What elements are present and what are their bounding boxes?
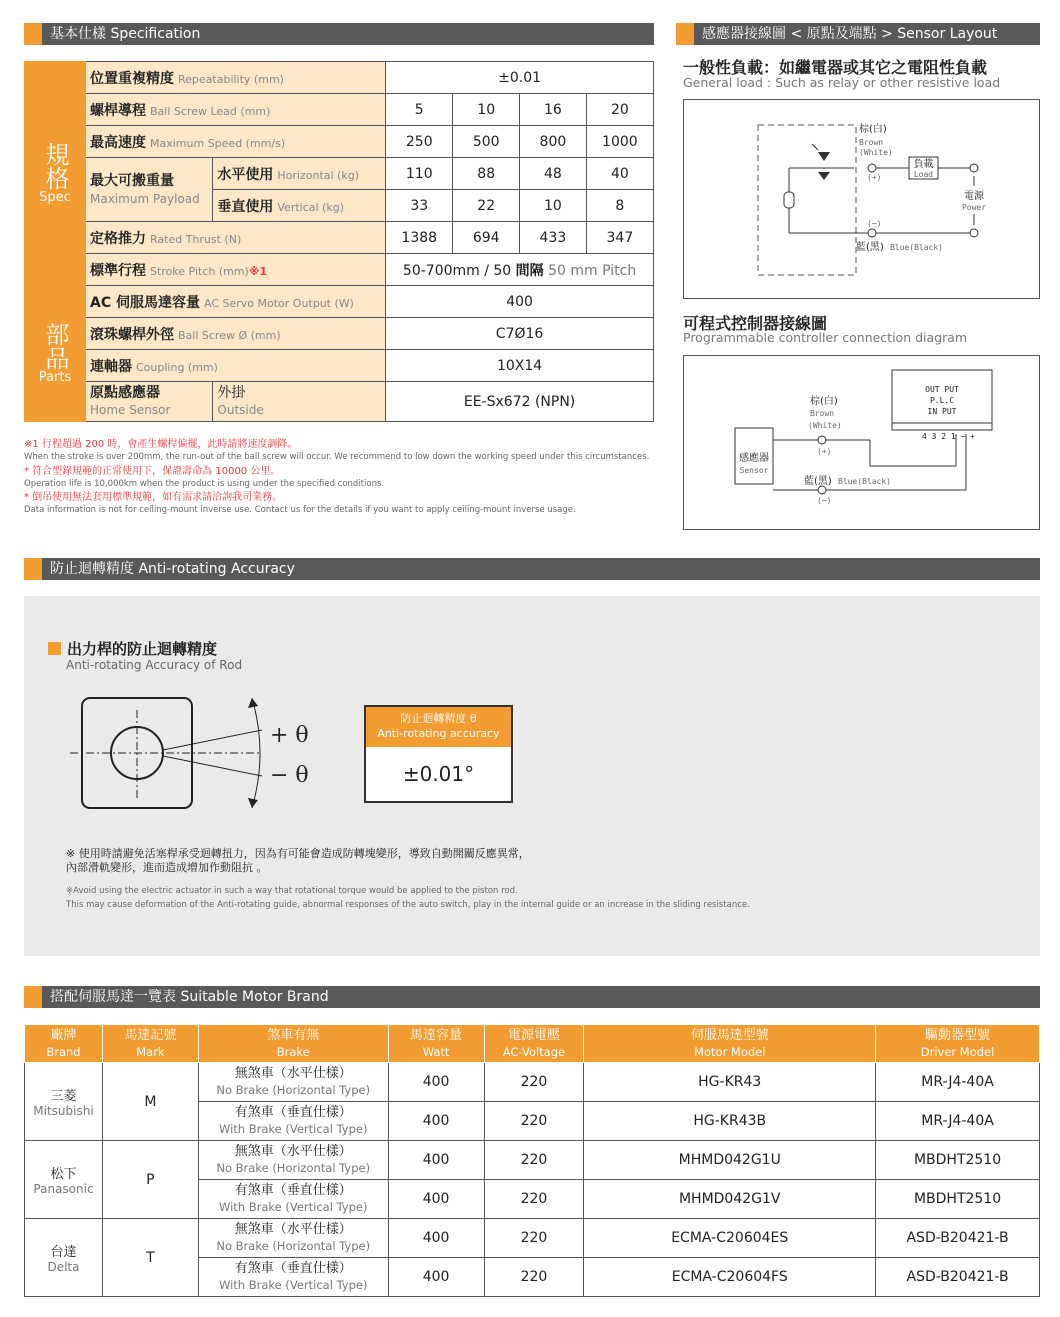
brake-cell: 無煞車（水平仕樣） No Brake (Horizontal Type) [198,1063,388,1102]
cat-spec-en: Spec [39,190,71,205]
plus-theta-label: + θ [270,723,309,748]
value-cell: 16 [520,94,587,126]
sensor-en: Sensor [739,466,769,475]
motor-section-title: 搭配伺服馬達一覽表 Suitable Motor Brand [50,989,329,1005]
spec-row-coupling [25,350,654,382]
arc-arrow-top-icon [248,698,258,708]
anti-note-line: 內部滑軌變形，進而造成增加作動阻抗 。 [66,861,268,874]
cat-parts-en: Parts [38,370,72,385]
blue-zh: 藍(黑) [804,476,832,487]
header-brake: 煞車有無 Brake [198,1025,388,1063]
cat-spec-zh: 規格 [41,142,69,190]
arc-arrow-bottom-icon [248,798,258,808]
rod-diagram [70,690,330,820]
watt-cell: 400 [388,1180,484,1219]
header-motor-model: 伺服馬達型號 Motor Model [584,1025,876,1063]
light-ray-icon [812,144,818,150]
diode-icon [818,172,830,180]
volt-cell: 220 [484,1219,584,1258]
note-line: ※1 行程超過 200 時，會產生螺桿偏擺，此時請將速度調降。 [24,439,298,450]
note-line: Operation life is 10,000km when the product is using under the specified conditions. [24,478,385,489]
spec-section-bar [24,23,654,45]
label-zh: 最大可搬重量 [90,172,174,189]
accuracy-head-zh: 防止迴轉精度 θ [400,712,477,725]
screw-value: C7Ø16 [386,318,654,350]
spec-row-speed [25,126,654,158]
value-cell: 20 [586,94,653,126]
white-en: (White) [859,148,893,157]
label-en: Coupling (mm) [136,360,218,374]
driver-model-cell: ASD-B20421-B [876,1258,1040,1297]
motor-model-cell: MHMD042G1U [584,1141,876,1180]
header-mark: 馬達記號 Mark [102,1025,198,1063]
label-en: Repeatability (mm) [178,72,284,86]
spec-section-title: 基本仕樣 Specification [50,26,201,42]
table-row [25,1141,1040,1180]
terminal-brown-icon [868,164,876,172]
spec-table [24,61,654,422]
minus-theta-label: − θ [270,763,309,788]
label-en: Rated Thrust (N) [150,232,242,246]
blue-en: Blue(Black) [838,477,891,486]
minus-label: (−) [867,219,882,228]
driver-model-cell: MBDHT2510 [876,1141,1040,1180]
header-driver-model: 驅動器型號 Driver Model [876,1025,1040,1063]
label-zh: 連軸器 [90,358,132,375]
volt-cell: 220 [484,1063,584,1102]
driver-model-cell: ASD-B20421-B [876,1219,1040,1258]
spec-row-lead [25,94,654,126]
note-line: * 倒吊使用無法套用標準規範，如有需求請洽詢我司業務。 [24,492,283,504]
load-wiring-svg [684,100,1039,298]
load-en: Load [913,170,934,179]
stroke-value: 50-700mm / 50 [402,262,512,279]
label-zh: 外掛 [217,384,246,401]
plc-output: OUT PUT [925,385,959,394]
accuracy-head-en: Anti-rotating accuracy [377,727,500,740]
load-diagram-title: 一般性負載：如繼電器或其它之電阻性負載 [683,58,988,77]
watt-cell: 400 [388,1063,484,1102]
value-cell: 500 [453,126,520,158]
label-zh: 滾珠螺桿外徑 [90,326,174,343]
label-zh: 定格推力 [90,230,146,247]
watt-cell: 400 [388,1258,484,1297]
plc-diagram-title-en: Programmable controller connection diagram [683,330,968,345]
value-cell: 800 [520,126,587,158]
value-cell: 40 [586,158,653,190]
terminal-plus-icon [970,164,978,172]
load-wiring-diagram [683,99,1040,299]
plus-label: (+) [817,447,832,456]
brown-zh: 棕(白) [810,396,838,407]
anti-note [66,847,530,875]
value-cell: 10 [453,94,520,126]
accuracy-box [364,705,513,803]
watt-cell: 400 [388,1102,484,1141]
accuracy-head [366,707,511,747]
header-watt: 馬達容量 Watt [388,1025,484,1063]
anti-note-line: ※ 使用時請避免活塞桿承受迴轉扭力，因為有可能會造成防轉塊變形，導致自動開關反應異常， [66,847,530,860]
terminal-minus-icon [970,229,978,237]
value-cell: 347 [586,222,653,254]
label-zh: 水平使用 [217,166,274,183]
motor-brand-table [24,1024,1040,1297]
plus-label: (+) [867,173,882,182]
spec-row-stroke [25,254,654,286]
spec-row-motor [25,286,654,318]
plc-wiring-diagram [683,355,1040,530]
brake-cell: 無煞車（水平仕樣） No Brake (Horizontal Type) [198,1141,388,1180]
minus-label: (−) [817,496,832,505]
spec-category [25,62,86,286]
stroke-pitch: 50 mm Pitch [548,262,637,279]
label-zh: 原點感應器 [90,384,160,401]
brown-zh: 棕(白) [859,124,887,135]
label-en: Home Sensor [90,402,171,417]
motor-model-cell: HG-KR43 [584,1063,876,1102]
label-zh: 垂直使用 [217,198,274,215]
note-line: * 符合型錄規範的正常使用下，保證壽命為 10000 公里。 [24,465,281,477]
spec-row-screw [25,318,654,350]
value-cell: 22 [453,190,520,222]
header-brand: 廠牌 Brand [25,1025,103,1063]
value-cell: 1000 [586,126,653,158]
value-cell: 433 [520,222,587,254]
brake-cell: 無煞車（水平仕樣） No Brake (Horizontal Type) [198,1219,388,1258]
plc-pins: 4 3 2 1 − + [922,432,975,441]
sensor-outline [758,125,856,275]
square-bullet-icon [48,642,61,655]
plc-input: IN PUT [927,407,957,416]
motor-model-cell: MHMD042G1V [584,1180,876,1219]
sensor-zh: 感應器 [739,453,769,464]
power-zh: 電源 [964,191,984,202]
value-cell: 48 [520,158,587,190]
brand-cell: 三菱 Mitsubishi [25,1063,103,1141]
blue-zh: 藍(黑) [856,242,884,253]
motor-model-cell: ECMA-C20604FS [584,1258,876,1297]
value-cell: 33 [386,190,453,222]
brand-cell: 松下 Panasonic [25,1141,103,1219]
parts-category [25,286,86,422]
driver-model-cell: MBDHT2510 [876,1180,1040,1219]
anti-sub-title-en: Anti-rotating Accuracy of Rod [66,658,243,672]
note-line: Data information is not for ceiling-mount inverse use. Contact us for the details if you want to apply ceiling-mount inverse usage. [24,505,576,516]
label-zh: 螺桿導程 [90,102,146,119]
sensor-section-bar [676,23,1040,45]
driver-model-cell: MR-J4-40A [876,1063,1040,1102]
spec-row-thrust [25,222,654,254]
label-en: Horizontal (kg) [277,168,359,182]
motor-model-cell: ECMA-C20604ES [584,1219,876,1258]
label-en: AC Servo Motor Output (W) [203,296,354,310]
spec-row-payload-horizontal [25,158,654,190]
value-cell: 694 [453,222,520,254]
table-row [25,1063,1040,1102]
spec-row-repeatability [25,62,654,94]
sensor-value: EE-Sx672 (NPN) [386,382,654,422]
value-cell: 110 [386,158,453,190]
label-zh: 標準行程 [90,262,146,279]
anti-note-en [66,884,750,912]
plc-name: P.L.C [929,396,955,405]
mark-cell: M [102,1063,198,1141]
motor-value: 400 [386,286,654,318]
brake-cell: 有煞車（垂直仕樣） With Brake (Vertical Type) [198,1180,388,1219]
plus-theta-line [163,730,262,750]
volt-cell: 220 [484,1102,584,1141]
mark-cell: P [102,1141,198,1219]
brake-cell: 有煞車（垂直仕樣） With Brake (Vertical Type) [198,1102,388,1141]
note-line: When the stroke is over 200mm, the run-out of the ball screw will occur. We recommend to low down the working speed under this circumstances. [24,452,650,463]
spec-notes [24,438,654,518]
plc-diagram-title: 可程式控制器接線圖 [683,314,828,333]
terminal-blue-icon [868,229,876,237]
label-en: Ball Screw Lead (mm) [150,104,271,118]
motor-section-bar [24,986,1040,1008]
label-en: Stroke Pitch (mm) [150,264,249,278]
anti-section-title: 防止迴轉精度 Anti-rotating Accuracy [50,561,295,577]
accuracy-value: ±0.01° [402,762,475,786]
spec-row-sensor [25,382,654,422]
label-zh: 位置重複精度 [90,70,174,87]
watt-cell: 400 [388,1219,484,1258]
header-voltage: 電源電壓 AC-Voltage [484,1025,584,1063]
driver-model-cell: MR-J4-40A [876,1102,1040,1141]
led-diode-icon [818,152,830,161]
label-en: Maximum Payload [90,191,200,206]
terminal-blue-icon [818,486,826,494]
mark-cell: T [102,1219,198,1297]
brand-cell: 台達 Delta [25,1219,103,1297]
watt-cell: 400 [388,1141,484,1180]
volt-cell: 220 [484,1141,584,1180]
label-zh: AC 伺服馬達容量 [90,294,200,311]
repeatability-value: ±0.01 [386,62,654,94]
anti-note-en-line: ※Avoid using the electric actuator in such a way that rotational torque would be applied to the piston rod. [66,886,518,896]
label-en: Ball Screw Ø (mm) [178,328,281,342]
label-en: Maximum Speed (mm/s) [150,136,286,150]
volt-cell: 220 [484,1180,584,1219]
brown-en: Brown [859,138,884,147]
blue-en: Blue(Black) [890,243,943,252]
plc-wiring-svg [684,356,1039,529]
table-row [25,1219,1040,1258]
stroke-interval: 間隔 [515,262,544,279]
label-zh: 最高速度 [90,134,146,151]
brake-cell: 有煞車（垂直仕樣） With Brake (Vertical Type) [198,1258,388,1297]
cat-parts-zh: 部品 [41,322,69,370]
brown-en: Brown [810,409,835,418]
note-mark: ※1 [248,264,268,278]
value-cell: 5 [386,94,453,126]
load-zh: 負載 [913,159,934,170]
terminal-brown-icon [818,436,826,444]
label-en: Outside [217,402,264,417]
anti-sub-title [48,638,217,659]
value-cell: 8 [586,190,653,222]
anti-note-en-line: This may cause deformation of the Anti-rotating guide, abnormal responses of the auto switch, play in the internal guide or an increase in the sliding resistance. [66,900,750,910]
photo-element-icon [784,192,794,208]
minus-theta-line [163,756,262,776]
power-en: Power [961,203,987,212]
coupling-value: 10X14 [386,350,654,382]
motor-model-cell: HG-KR43B [584,1102,876,1141]
label-en: Vertical (kg) [277,200,344,214]
value-cell: 10 [520,190,587,222]
value-cell: 88 [453,158,520,190]
white-en: (White) [808,421,842,430]
anti-sub-title-text: 出力桿的防止迴轉精度 [67,640,218,658]
sensor-section-title: 感應器接線圖 < 原點及端點 > Sensor Layout [702,26,998,42]
anti-section-bar [24,558,1040,580]
load-diagram-title-en: General load : Such as relay or other resistive load [683,75,1001,90]
value-cell: 1388 [386,222,453,254]
value-cell: 250 [386,126,453,158]
table-header-row [25,1025,1040,1063]
volt-cell: 220 [484,1258,584,1297]
